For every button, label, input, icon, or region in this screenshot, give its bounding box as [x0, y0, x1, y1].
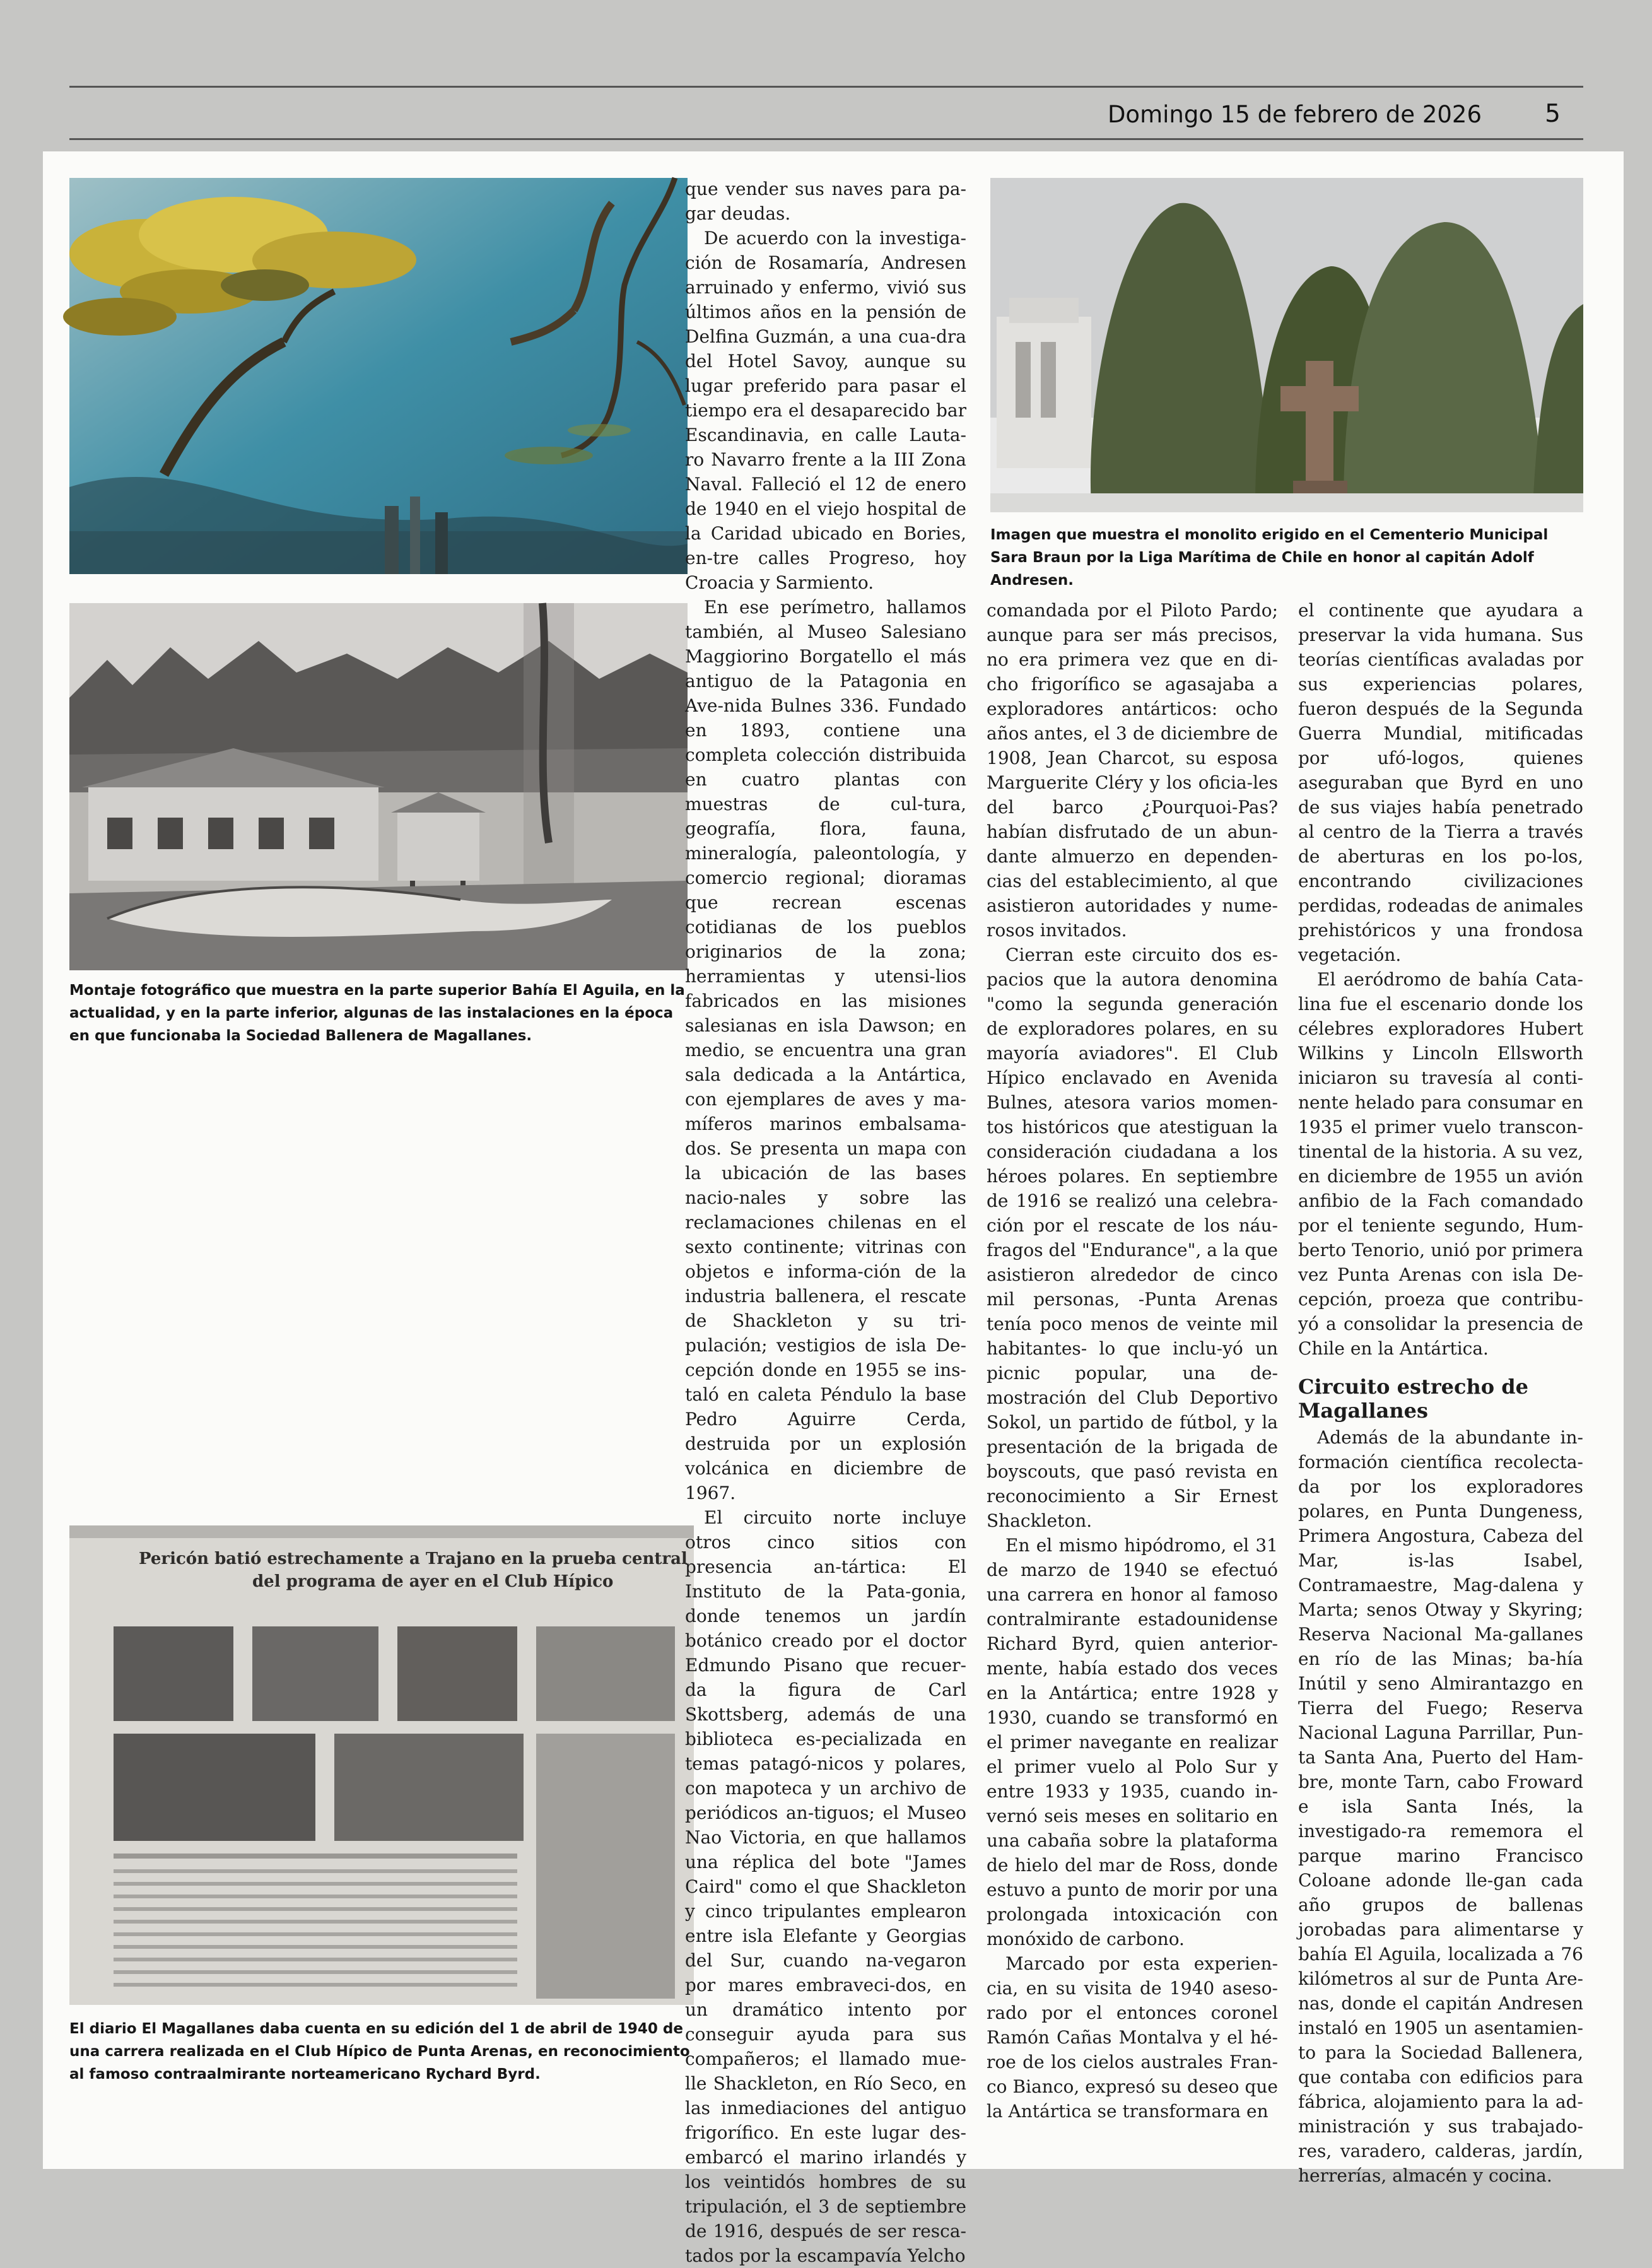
article-paragraph: En ese perímetro, hallamos también, al Museo Salesiano Maggiorino Borgatello el más antiguo de la Patagonia en Ave-nida Bulnes 336. Fundado en 1893, contiene una completa colección distribuida en cuatro plantas con muestras de cul-tura, geografía, flora, fauna, mineralogía, paleontología, y comercio regional; dioramas que recrean escenas cotidianas de los pueblos originarios de la zona; herramientas y utensi-lios fabricados en las misiones salesianas en isla Dawson; en medio, se encuentra una gran sala dedicada a la Antártica, con ejemplares de aves y ma-míferos marinos embalsama-dos. Se presenta un mapa con la ubicación de las bases nacio-nales y sobre las reclamaciones chilenas en el sexto continente; vitrinas con objetos e informa-ción de la industria ballenera, el rescate de Shackleton y su tri-pulación; vestigios de isla De-cepción donde en 1955 se ins-taló en caleta Péndulo la base Pedro Aguirre Cerda, destruida por un explosión volcánica en diciembre de 1967.: [685, 597, 966, 1503]
article-column-2: [685, 177, 966, 2266]
article-paragraph: Marcado por esta experien-cia, en su visita de 1940 aseso-rado por el entonces coronel Ramón Cañas Montalva y el hé-roe de los cielos australes Fran-co Bianco, expresó su deseo que la Antártica se transformara en: [987, 1953, 1278, 2122]
issue-date: Domingo 15 de febrero de 2026: [1107, 101, 1482, 128]
newspaper-clipping-image: [69, 1525, 694, 2005]
article-column-4: [1298, 598, 1583, 2186]
article-column-3: [987, 598, 1278, 2139]
page-number: 5: [1545, 100, 1561, 128]
page-sheet: [43, 151, 1624, 2266]
article-paragraph: que vender sus naves para pa-gar deudas.: [685, 179, 966, 224]
article-paragraph: En el mismo hipódromo, el 31 de marzo de 1940 se efectuó una carrera en honor al famoso contralmirante estadounidense Richard Byrd, quien anterior-mente, había estado dos veces en la Antártica; entre 1928 y 1930, cuando se transformó en el primer navegante en realizar el primer vuelo al Polo Sur y entre 1933 y 1935, cuando in-vernó seis meses en solitario en una cabaña sobre la plataforma de hielo del mar de Ross, donde estuvo a punto de morir por una prolongada intoxicación con monóxido de carbono.: [987, 1535, 1278, 1949]
diario-headline-line-2: del programa de ayer en el Club Hípico: [252, 1572, 614, 1591]
header-bottom-rule: [69, 138, 1583, 140]
diario-headline-line-1: Pericón batió estrechamente a Trajano en la prueba central: [139, 1549, 688, 1568]
photo-sociedad-ballenera: [69, 603, 688, 970]
article-paragraph: Además de la abundante in-formación científica recolecta-da por los exploradores polares, en Punta Dungeness, Primera Angostura, Cabeza del Mar, is-las Isabel, Contramaestre, Mag-dalena y Marta; senos Otway y Skyring; Reserva Nacional Ma-gallanes en río de las Minas; ba-hía Inútil y seno Almirantazgo en Tierra del Fuego; Reserva Nacional Laguna Parrillar, Pun-ta Santa Ana, Puerto del Ham-bre, monte Tarn, cabo Froward e isla Santa Inés, la investigado-ra rememora el parque marino Francisco Coloane adonde lle-gan cada año grupos de ballenas jorobadas para alimentarse y bahía El Aguila, localizada a 76 kilómetros al sur de Punta Are-nas, donde el capitán Andresen instaló en 1905 un asentamien-to para la Sociedad Ballenera, que contaba con edificios para fábrica, alojamiento para la ad-ministración y sus trabajado-res, varadero, calderas, jardín, herrerías, almacén y cocina.: [1298, 1427, 1583, 2186]
photo-monolito: [990, 178, 1583, 512]
caption-monolito: Imagen que muestra el monolito erigido en el Cementerio Municipal Sara Braun por la Liga Marítima de Chile en honor al capitán Adolf Andresen.: [990, 527, 1549, 589]
article-paragraph: El circuito norte incluye otros cinco sitios con presencia an-tártica: El Instituto de la Pata-gonia, donde tenemos un jardín botánico creado por el doctor Edmundo Pisano que recuer-da la figura de Carl Skottsberg, además de una biblioteca es-pecializada en temas patagó-nicos y polares, con mapoteca y un archivo de periódicos an-tiguos; el Museo Nao Victoria, en que hallamos una réplica del bote "James Caird" como el que Shackleton y cinco tripulantes emplearon entre isla Elefante y Georgias del Sur, cuando na-vegaron por mares embraveci-dos, en un dramático intento por conseguir ayuda para sus compañeros; el llamado mue-lle Shackleton, en Río Seco, en las inmediaciones del antiguo frigorífico. En este lugar des-embarcó el marino irlandés y los veintidós hombres de su tripulación, el 3 de septiembre de 1916, después de ser resca-tados por la escampavía Yelcho: [685, 1507, 966, 2266]
ballenera-historic-image: [69, 603, 688, 970]
bahia-landscape-image: [69, 178, 688, 574]
article-paragraph: Cierran este circuito dos es-pacios que la autora denomina "como la segunda generación de exploradores polares, en su mayoría aviadores". El Club Hípico enclavado en Avenida Bulnes, atesora varios momen-tos históricos que atestiguan la consideración ciudadana a los héroes polares. En septiembre de 1916 se realizó una celebra-ción por el rescate de los náu-fragos del "Endurance", a la que asistieron alrededor de cinco mil personas, -Punta Arenas tenía poco menos de veinte mil habitantes- lo que inclu-yó un picnic popular, una de-mostración del Club Deportivo Sokol, un partido de fútbol, y la presentación de la brigada de boyscouts, que pasó revista en reconocimiento a Sir Ernest Shackleton.: [987, 944, 1278, 1531]
article-paragraph: el continente que ayudara a preservar la vida humana. Sus teorías científicas avaladas por sus experiencias polares, fueron después de la Segunda Guerra Mundial, mitificadas por ufó-logos, quienes aseguraban que Byrd en uno de sus viajes había penetrado al centro de la Tierra a través de aberturas en los po-los, encontrando civilizaciones perdidas, rodeadas de animales prehistóricos y una frondosa vegetación.: [1298, 600, 1583, 965]
caption-diario: El diario El Magallanes daba cuenta en su edición del 1 de abril de 1940 de una carrera realizada en el Club Hípico de Punta Arenas, en reconocimiento al famoso contraalmirante norteamericano Rychard Byrd.: [69, 2021, 690, 2083]
header-top-rule: [69, 86, 1583, 88]
caption-montaje-fotografico: Montaje fotográfico que muestra en la parte superior Bahía El Aguila, en la actualidad, y en la parte inferior, algunas de las instalaciones en la época en que funcionaba la Sociedad Ballenera de Magallanes.: [69, 982, 685, 1044]
article-paragraph: De acuerdo con la investiga-ción de Rosamaría, Andresen arruinado y enfermo, vivió sus últimos años en la pensión de Delfina Guzmán, a una cua-dra del Hotel Savoy, aunque su lugar preferido para pasar el tiempo era el desaparecido bar Escandinavia, en calle Lauta-ro Navarro frente a la III Zona Naval. Falleció el 12 de enero de 1940 en el viejo hospital de la Caridad ubicado en Bories, en-tre calles Progreso, hoy Croacia y Sarmiento.: [685, 228, 966, 593]
section-subheading: Circuito estrecho de Magallanes: [1298, 1375, 1528, 1423]
photo-diario-el-magallanes: [69, 1525, 694, 2005]
monolito-cemetery-image: [990, 178, 1583, 512]
photo-bahia-el-aguila: [69, 178, 688, 574]
article-paragraph: El aeródromo de bahía Cata-lina fue el escenario donde los célebres exploradores Hubert Wilkins y Lincoln Ellsworth iniciaron su travesía al conti-nente helado para consumar en 1935 el primer vuelo transcon-tinental de la historia. A su vez, en diciembre de 1955 un avión anfibio de la Fach comandado por el teniente segundo, Hum-berto Tenorio, unió por primera vez Punta Arenas con isla De-cepción, proeza que contribu-yó a consolidar la presencia de Chile en la Antártica.: [1298, 969, 1583, 1359]
article-paragraph: comandada por el Piloto Pardo; aunque para ser más precisos, no era primera vez que en di-cho frigorífico se agasajaba a exploradores antárticos: ocho años antes, el 3 de diciembre de 1908, Jean Charcot, su esposa Marguerite Cléry y los oficia-les del barco ¿Pourquoi-Pas? habían disfrutado de un abun-dante almuerzo en dependen-cias del establecimiento, al que asistieron autoridades y nume-rosos invitados.: [987, 600, 1278, 941]
